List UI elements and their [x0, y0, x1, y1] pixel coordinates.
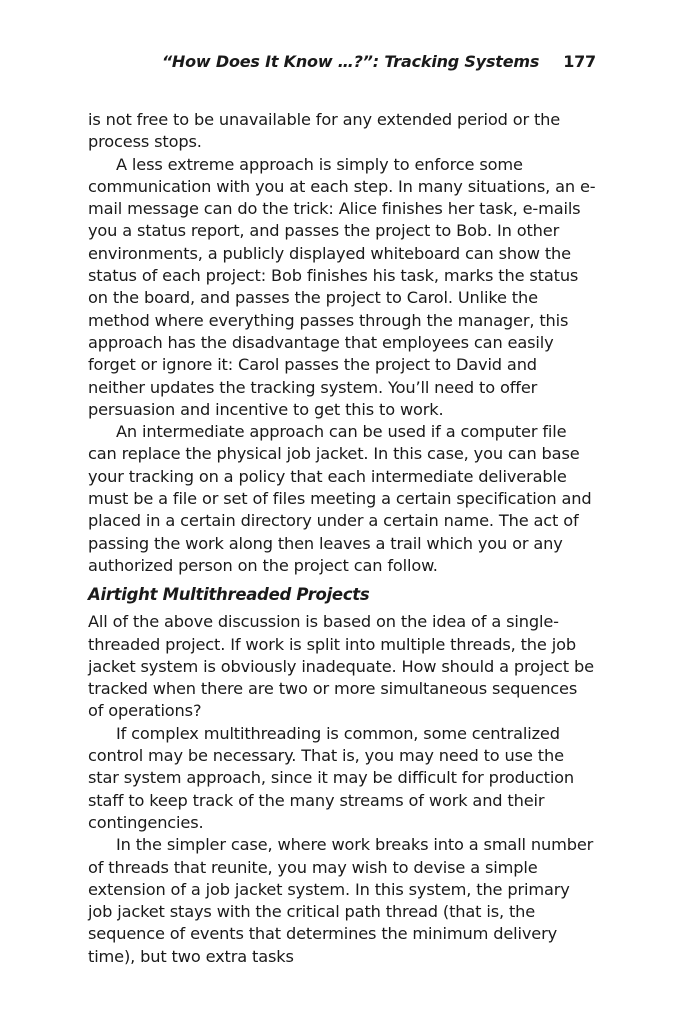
section-heading: Airtight Multithreaded Projects	[88, 585, 370, 605]
paragraph: If complex multithreading is common, some centralized control may be necessary. That is, you may need to use the star system approach, since it may be difficult for production staff to keep track of the many streams of work and their contingencies.	[88, 723, 575, 832]
paragraph: In the simpler case, where work breaks into a small number of threads that reunite, you may wish to devise a simple extension of a job jacket system. In this system, the primary job jacket stays with the critical path thread (that is, the sequence of events that determines the minimum delivery time), but two extra tasks	[88, 835, 594, 966]
page-number: 177	[563, 52, 596, 71]
running-head-title: “How Does It Know …?”: Tracking Systems	[161, 52, 540, 71]
paragraph: An intermediate approach can be used if a computer file can replace the physical job jacket. In this case, you can base your tracking on a policy that each intermediate deliverable must be a file or set of files meeting a certain specification and placed in a certain directory under a certain name. The act of passing the work along then leaves a trail which you or any authorized person on the project can follow.	[88, 422, 592, 575]
paragraph: All of the above discussion is based on the idea of a single-threaded project. If work is split into multiple threads, the job jacket system is obviously inadequate. How should a project be tracked when there are two or more simultaneous sequences of operations?	[88, 612, 594, 721]
running-head	[88, 52, 596, 71]
book-page	[88, 52, 596, 968]
body-text	[88, 109, 596, 968]
paragraph: A less extreme approach is simply to enforce some communication with you at each step. In many situations, an e-mail message can do the trick: Alice finishes her task, e-mails you a status report, and passes the project to Bob. In other environments, a publicly displayed whiteboard can show the status of each project: Bob finishes his task, marks the status on the board, and passes the project to Carol. Unlike the method where everything passes through the manager, this approach has the disadvantage that employees can easily forget or ignore it: Carol passes the project to David and neither updates the tracking system. You’ll need to offer persuasion and incentive to get this to work.	[88, 154, 596, 419]
paragraph: is not free to be unavailable for any extended period or the process stops.	[88, 110, 561, 152]
